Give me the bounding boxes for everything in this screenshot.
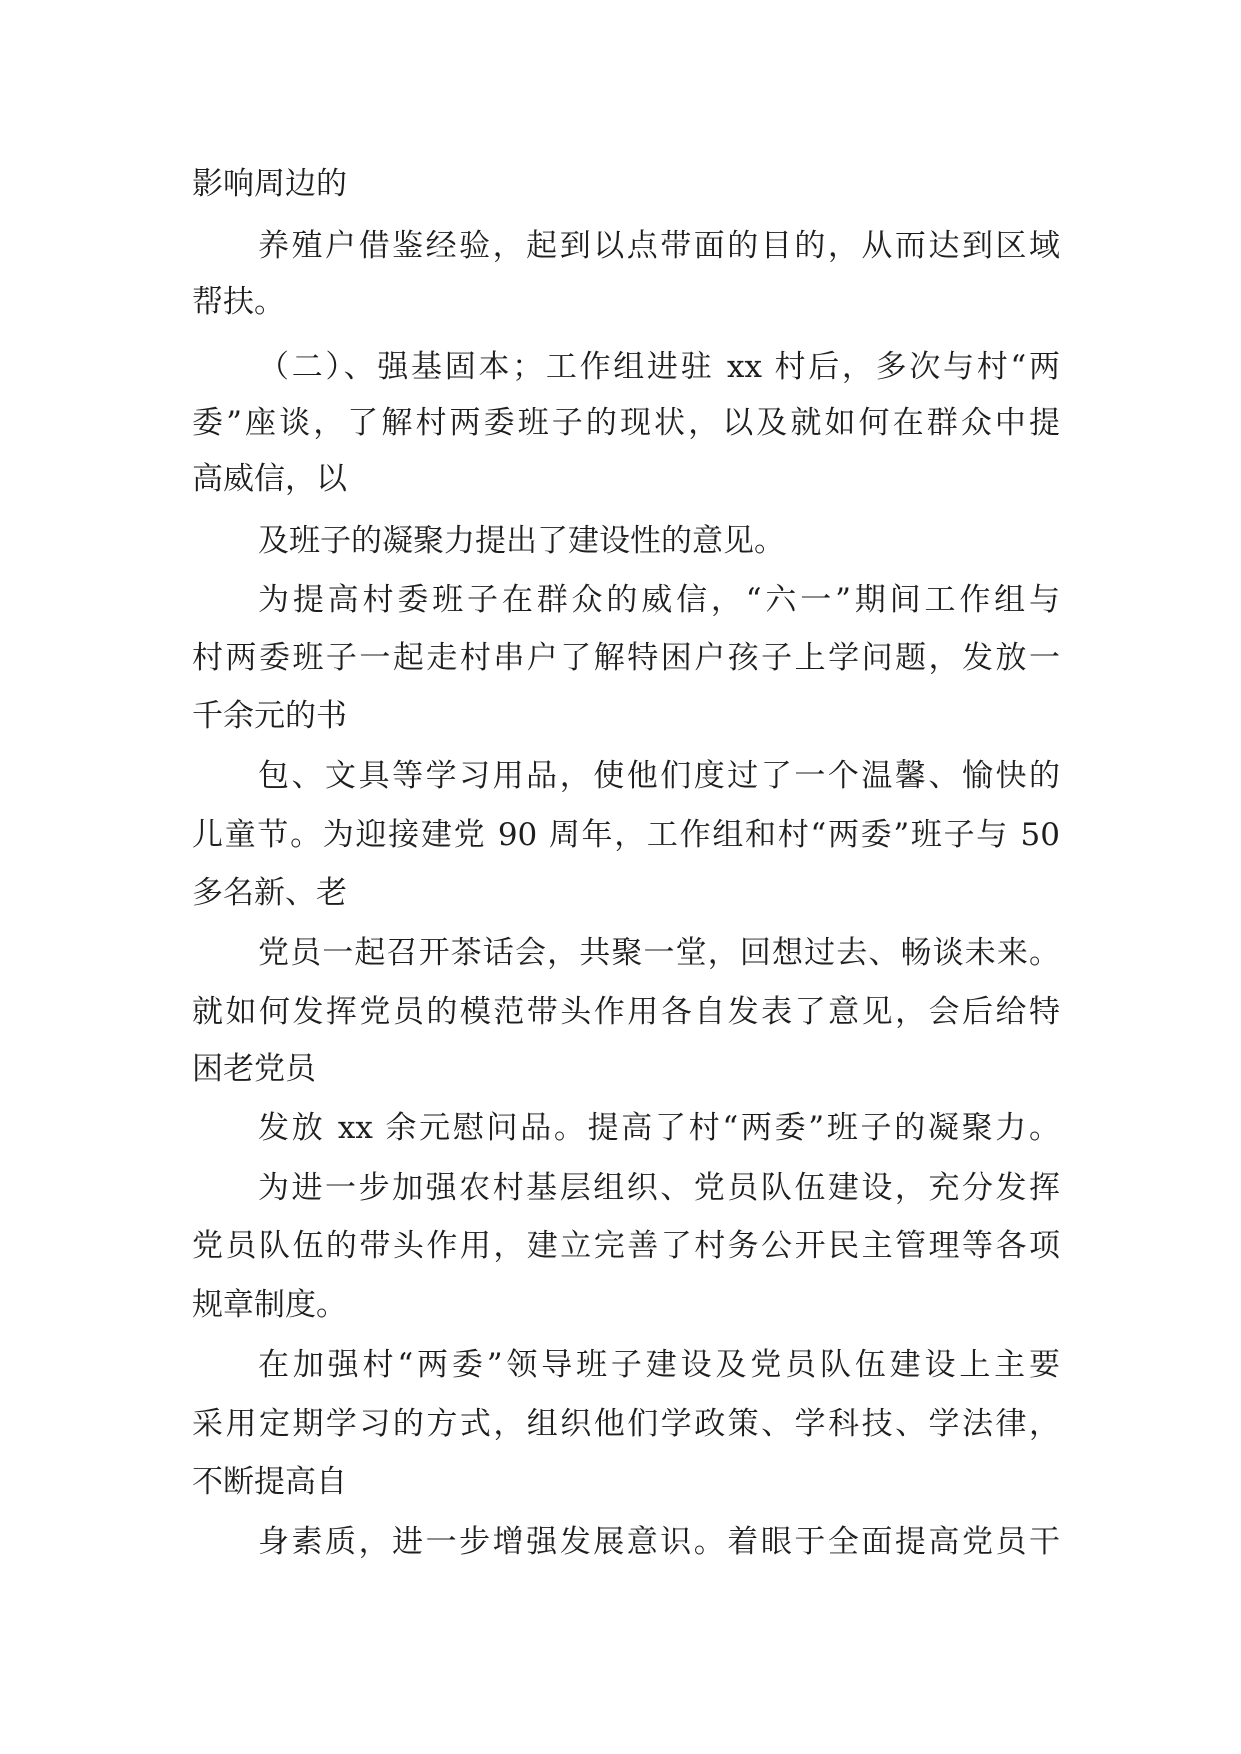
text-line: 发放 xx 余元慰问品。提高了村“两委”班子的凝聚力。: [258, 1110, 1060, 1146]
text-line: 影响周边的: [192, 166, 347, 202]
text-line: （二）、强基固本；工作组进驻 xx 村后，多次与村“两: [258, 349, 1060, 385]
text-line: 儿童节。为迎接建党 90 周年，工作组和村“两委”班子与 50: [192, 817, 1060, 853]
text-line: 困老党员: [192, 1051, 316, 1087]
text-line: 包、文具等学习用品，使他们度过了一个温馨、愉快的: [258, 758, 1060, 794]
text-line: 在加强村“两委”领导班子建设及党员队伍建设上主要: [258, 1347, 1060, 1383]
text-line: 就如何发挥党员的模范带头作用各自发表了意见，会后给特: [192, 994, 1060, 1030]
text-line: 规章制度。: [192, 1287, 347, 1323]
text-line: 帮扶。: [192, 284, 285, 320]
text-line: 千余元的书: [192, 698, 347, 734]
text-line: 委”座谈，了解村两委班子的现状，以及就如何在群众中提: [192, 405, 1060, 441]
text-line: 党员一起召开茶话会，共聚一堂，回想过去、畅谈未来。: [258, 935, 1060, 971]
text-line: 身素质，进一步增强发展意识。着眼于全面提高党员干: [258, 1524, 1060, 1560]
text-line: 采用定期学习的方式，组织他们学政策、学科技、学法律，: [192, 1406, 1060, 1442]
text-line: 村两委班子一起走村串户了解特困户孩子上学问题，发放一: [192, 640, 1060, 676]
text-line: 为进一步加强农村基层组织、党员队伍建设，充分发挥: [258, 1170, 1060, 1206]
text-line: 不断提高自: [192, 1464, 347, 1500]
text-line: 为提高村委班子在群众的威信，“六一”期间工作组与: [258, 582, 1060, 618]
text-line: 多名新、老: [192, 875, 347, 911]
text-line: 高威信，以: [192, 461, 347, 497]
text-line: 党员队伍的带头作用，建立完善了村务公开民主管理等各项: [192, 1228, 1060, 1264]
text-line: 及班子的凝聚力提出了建设性的意见。: [258, 523, 785, 559]
text-line: 养殖户借鉴经验，起到以点带面的目的，从而达到区域: [258, 228, 1060, 264]
